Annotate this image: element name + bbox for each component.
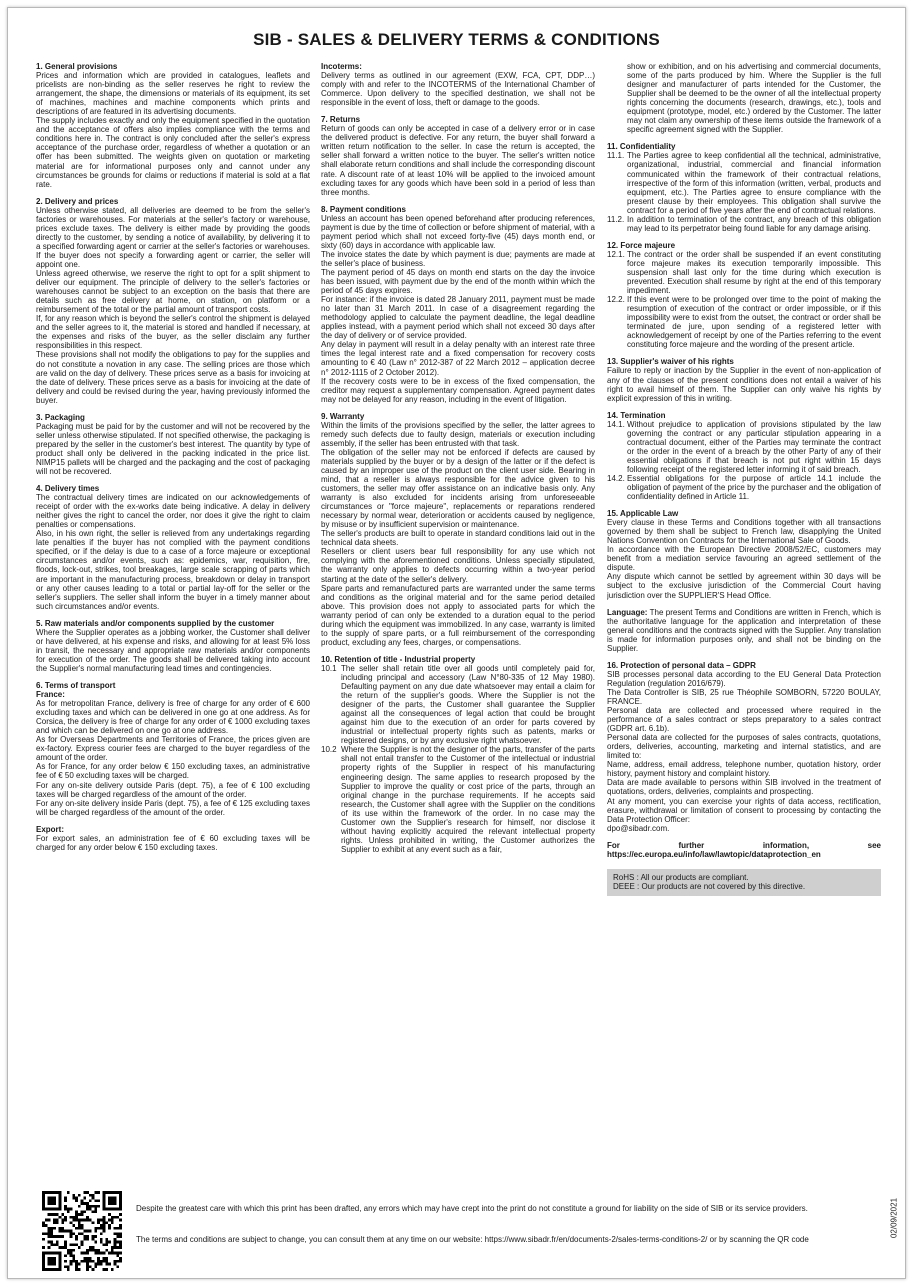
paragraph: Return of goods can only be accepted in case of a delivery error or in case the delivered product is defective. For any return, the buyer shall forward a written return notification to the seller. In case the return is accepted, the seller shall forward a written notice to the buyer. The seller's written notice shall elaborate return conditions and shall include the corresponding discount rate. A discount rate of at least 10% will be applied to the invoiced amount excluding taxes for any goods which have been sold in a period of less than three months. bbox=[321, 124, 595, 197]
column-left bbox=[36, 62, 310, 1164]
clause-text: If this event were to be prolonged over time to the point of making the resumption of execution of the contract or order impossible, or if this impossibility were to exist from the outset, the contract or order shall be terminated de jure, upon sending of a registered letter with acknowledgement of receipt by one of the Parties referring to the event constituting force majeure and the wording of the present article. bbox=[627, 295, 881, 350]
paragraph: As for Overseas Departments and Territories of France, the prices given are ex-factory. Express courier fees are charged to the buyer regardless of the amount of the order. bbox=[36, 735, 310, 763]
paragraph: If, for any reason which is beyond the seller's control the shipment is delayed and the seller agrees to it, the material is stored and handled if necessary, at the expenses and risks of the buyer, as the seller disclaim any further responsibilities in this respect. bbox=[36, 314, 310, 351]
deee-line: DEEE : Our products are not covered by this directive. bbox=[613, 882, 806, 892]
paragraph: Any delay in payment will result in a delay penalty with an interest rate three times the legal interest rate and a fixed compensation for recovery costs amounting to € 40 (Law n° 2012-387 of 22 March 2012 – application decree n° 2012-1115 of 2 October 2012). bbox=[321, 340, 595, 377]
section-heading: 11. Confidentiality bbox=[607, 142, 676, 152]
paragraph: SIB processes personal data according to the EU General Data Protection Regulation (regulation 2016/679). bbox=[607, 669, 881, 688]
paragraph: The Data Controller is SIB, 25 rue Théophile SOMBORN, 57220 BOULAY, FRANCE. bbox=[607, 687, 881, 706]
paragraph: At any moment, you can exercise your rights of data access, rectification, erasure, withdrawal or limitation of consent to processing by contacting the Data Protection Officer: bbox=[607, 796, 881, 824]
paragraph: show or exhibition, and on his advertising and commercial documents, some of the parts produced by him. Where the Supplier is the full designer and manufacturer of parts intended for the Customer, the Supplier shall be deemed to be the owner of all the intellectual property rights concerning the documents (research, drawings, etc.), tools and equipment (prototype, model, etc.) ordered by the Customer. The latter may not claim any ownership of these items outside the framework of a specific agreement signed with the Supplier. bbox=[627, 62, 881, 135]
clause-item bbox=[607, 295, 881, 349]
paragraph: dpo@sibadr.com. bbox=[607, 823, 670, 833]
paragraph: These provisions shall not modify the obligations to pay for the supplies and do not constitute a novation in any case. The selling prices are those which are valid on the day of delivery. These prices serve as a basis for invoicing at the date of delivery. These prices serve as a basis for invoicing at the date of delivery and could be revised during the year, having previously informed the buyer. bbox=[36, 350, 310, 405]
section bbox=[321, 412, 595, 647]
section bbox=[36, 197, 310, 405]
lead-label: Language: bbox=[607, 607, 648, 617]
paragraph: Prices and information which are provided in catalogues, leaflets and pricelists are non-binding as the seller reserves he right to review the arrangement, the shape, the dimensions or materials of its equipment, its set of machines, machines and machine components which prints and descriptions of are featured in its advertising documents. bbox=[36, 71, 310, 117]
section bbox=[607, 142, 881, 232]
section-heading: 12. Force majeure bbox=[607, 240, 676, 250]
section-heading: 5. Raw materials and/or components supplied by the customer bbox=[36, 618, 275, 628]
section-heading: 6. Terms of transport bbox=[36, 681, 116, 690]
section bbox=[36, 825, 310, 852]
paragraph: Spare parts and remanufactured parts are warranted under the same terms and conditions as the original material and for the same period detailed above. This provision does not apply to associated parts for which the warranty period of can only be extended to a duration equal to the period during which the equipment was immobilized. In any case, warranty is limited to the supply of spare parts, or a full reimbursement of the corresponding product, excluding any fees, charges, or compensations. bbox=[321, 583, 595, 647]
section-heading: 9. Warranty bbox=[321, 411, 365, 421]
section bbox=[36, 413, 310, 476]
clause-number: 11.2. bbox=[607, 214, 625, 224]
column-right bbox=[607, 62, 881, 1174]
lead-text: The present Terms and Conditions are written in French, which is the authoritative language for the application and interpretation of these general conditions and the contracts signed with the Supplier. Any translation is made for information purposes only, and shall not be binding on the Supplier. bbox=[607, 607, 881, 653]
section bbox=[607, 357, 881, 402]
clause-text: Without prejudice to application of provisions stipulated by the law governing the contract or any particular stipulation appearing in a contractual document, either of the Parties may terminate the contract or the order in the event of a breach by the other Party of any of their essential obligations if that breach is not put right within 15 days following receipt of the registered letter informing it of said breach. bbox=[627, 419, 881, 474]
section-heading: 13. Supplier's waiver of his rights bbox=[607, 357, 734, 367]
clause-list bbox=[607, 420, 881, 501]
clause-item bbox=[607, 420, 881, 474]
lead-label: For further information, see https://ec.europa.eu/info/law/lawtopic/dataprotection_en bbox=[607, 840, 881, 859]
clause-list bbox=[607, 151, 881, 232]
section bbox=[607, 841, 881, 859]
paragraph: For any on-site delivery outside Paris (dept. 75), a fee of € 100 excluding taxes will be charged regardless of the amount of the order. bbox=[36, 780, 310, 799]
clause-item bbox=[607, 215, 881, 233]
section bbox=[321, 655, 595, 854]
clause-text: Essential obligations for the purpose of article 14.1 include the obligation of payment of the price by the purchaser and the obligation of confidentiality defined in Article 11. bbox=[627, 473, 881, 502]
clause-text: The seller shall retain title over all goods until completely paid for, including principal and accessory (Law N°80-335 of 12 May 1980). Defaulting payment on any due date whatsoever may entail a claim for the return of the supplier's goods. Where the Supplier is not the designer of the parts, the Customer shall guarantee the Supplier against all the consequences of legal action that could be brought against him due to the execution of an order for parts covered by industrial or intellectual property rights such as patents, marks or registered designs, or by any exclusive right whatsoever. bbox=[341, 663, 595, 746]
clause-list bbox=[607, 250, 881, 350]
paragraph: Failure to reply or inaction by the Supplier in the event of non-application of any of the clauses of the present conditions does not entail a waiver of his right to avail himself of them. The Supplier can only waive his rights by explicit expression of this in writing. bbox=[607, 366, 881, 403]
clause-text: The Parties agree to keep confidential all the technical, administrative, organizational, industrial, commercial and financial information communicated within the framework of their contractual relations, irrespective of the form of this information (written, verbal, products and equipment, etc.). The Parties agree to ensure compliance with the present clause by their employees. This obligation shall survive the contract for a period of five years after the end of contractual relations. bbox=[627, 151, 881, 215]
paragraph: Unless agreed otherwise, we reserve the right to opt for a split shipment to deliver our equipment. The principle of delivery to the seller's factories or warehouses cannot be subject to an exception on the basis that there are details such as free delivery at home, on station, on platform or a reimbursement of the total or the partial amount of transport costs. bbox=[36, 269, 310, 315]
paragraph: Every clause in these Terms and Conditions together with all transactions governed by them shall be subject to French law, disapplying the United Nations Convention on Contracts for the International Sale of Goods. bbox=[607, 518, 881, 546]
section bbox=[321, 205, 595, 404]
section-heading: Export: bbox=[36, 824, 64, 834]
section bbox=[607, 509, 881, 599]
document-title: SIB - SALES & DELIVERY TERMS & CONDITIONS bbox=[253, 30, 660, 49]
section-heading: 15. Applicable Law bbox=[607, 509, 679, 519]
lead-paragraph bbox=[607, 608, 881, 653]
paragraph: As for France, for any order below € 150 excluding taxes, an administrative fee of € 50 excluding taxes will be charged. bbox=[36, 762, 310, 781]
rohs-line: RoHS : All our products are compliant. bbox=[613, 872, 749, 882]
section bbox=[607, 661, 881, 833]
paragraph: Delivery terms as outlined in our agreement (EXW, FCA, CPT, DDP…) comply with and refer to the INCOTERMS of the International Chamber of Commerce. Upon delivery to the specified destination, we shall not be responsible in the event of loss, theft or damage to the goods. bbox=[321, 71, 595, 108]
section bbox=[321, 62, 595, 107]
section bbox=[36, 484, 310, 611]
section-heading: 2. Delivery and prices bbox=[36, 196, 119, 206]
clause-number: 11.1. bbox=[607, 151, 625, 161]
clause-item bbox=[607, 151, 881, 214]
clause-number: 10.2 bbox=[321, 745, 337, 755]
footer-disclaimer: Despite the greatest care with which this print has been drafted, any errors which may have crept into the print do not constitute a ground for liability on the side of SIB or its service providers. bbox=[136, 1204, 808, 1213]
terms-sheet bbox=[7, 7, 906, 1279]
paragraph: Personal data are collected for the purposes of sales contracts, quotations, orders, deliveries, accounting, marketing and internal statistics, and are limited to: bbox=[607, 733, 881, 761]
section bbox=[607, 411, 881, 501]
section-subheading: France: bbox=[36, 690, 65, 700]
section-heading: 10. Retention of title - Industrial property bbox=[321, 654, 476, 664]
date-code bbox=[887, 1183, 901, 1253]
clause-number: 12.2. bbox=[607, 295, 625, 305]
paragraph: For any on-site delivery inside Paris (dept. 75), a fee of € 125 excluding taxes will be charged regardless of the amount of the order. bbox=[36, 798, 310, 817]
column-middle bbox=[321, 62, 595, 1184]
section bbox=[36, 681, 310, 817]
clause-number: 10.1 bbox=[321, 663, 337, 673]
clause-item bbox=[607, 474, 881, 501]
paragraph: For export sales, an administration fee of € 60 excluding taxes will be charged for any order below € 150 excluding taxes. bbox=[36, 833, 310, 852]
section bbox=[607, 608, 881, 653]
paragraph: Any dispute which cannot be settled by agreement within 30 days will be subject to the exclusive jurisdiction of the Commercial Court having jurisdiction over the SUPPLIER'S Head Office. bbox=[607, 572, 881, 600]
paragraph: If the recovery costs were to be in excess of the fixed compensation, the creditor may request a supplementary compensation. Agreed payment dates may not be delayed for any reason, including in the event of litigation. bbox=[321, 376, 595, 404]
paragraph: Where the Supplier operates as a jobbing worker, the Customer shall deliver or have delivered, at his expense and risks, and allowing for at least 5% loss in transit, the necessary and appropriate raw materials and/or components for execution of the order. The goods shall be delivered taking into account the Supplier's normal manufacturing lead times and contingencies. bbox=[36, 627, 310, 673]
column-right-body bbox=[607, 62, 881, 859]
footer bbox=[8, 1186, 905, 1278]
section-heading: 7. Returns bbox=[321, 115, 361, 125]
clause-list bbox=[321, 664, 595, 854]
paragraph: Unless an account has been opened beforehand after producing references, payment is due by the time of collection or before shipment of material, with a payment period which shall not exceed forty-five (45) days month end, or sixty (60) days in accordance with applicable law. bbox=[321, 213, 595, 250]
paragraph: Personal data are collected and processed where required in the performance of a sales contract or steps preparatory to a sales contract (GDPR art. 6.1b). bbox=[607, 706, 881, 734]
clause-text: The contract or the order shall be suspended if an event constituting force majeure makes its execution temporarily impossible. This suspension shall last only for the time during which execution is prevented. Execution shall resume by right at the end of this temporary impediment. bbox=[627, 249, 881, 296]
clause-number: 14.2. bbox=[607, 473, 625, 483]
section-heading: Incoterms: bbox=[321, 62, 362, 71]
section-heading: 16. Protection of personal data – GDPR bbox=[607, 660, 756, 670]
clause-item bbox=[607, 250, 881, 295]
section-heading: 8. Payment conditions bbox=[321, 204, 406, 214]
lead-paragraph bbox=[607, 841, 881, 859]
section bbox=[36, 62, 310, 189]
paragraph: The supply includes exactly and only the equipment specified in the quotation and the acceptance of offers also implies compliance with the terms and conditions here in. The contract is only concluded after the seller's express acceptance of the purchase order, regardless of whether a quotation or an offer has been submitted. The weights given on quotation or marketing material are for informational purposes only and cannot under any circumstances be grounds for claims or reductions if material is sold at a flat rate. bbox=[36, 116, 310, 189]
section bbox=[36, 619, 310, 673]
section-heading: 3. Packaging bbox=[36, 412, 85, 422]
section-heading: 1. General provisions bbox=[36, 62, 118, 71]
paragraph: Within the limits of the provisions specified by the seller, the latter agrees to remedy such defects due to faulty design, materials or execution including assembly, if the seller has been entrusted with that task. bbox=[321, 420, 595, 448]
paragraph: As for metropolitan France, delivery is free of charge for any order of € 600 excluding taxes and which can be delivered in one go at one address. As for Corsica, the delivery is free of charge for any order of € 1000 excluding taxes and which can be delivered on one go at one address. bbox=[36, 699, 310, 736]
paragraph: For instance: if the invoice is dated 28 January 2011, payment must be made no later than 31 March 2011. In case of a disagreement regarding the methodology applied to calculate the payment deadline, the legal deadline applies instead, with a payment period which shall not exceed 30 days after the day of delivery or of service provided. bbox=[321, 295, 595, 341]
clause-item bbox=[321, 664, 595, 745]
section-heading: 14. Termination bbox=[607, 410, 666, 420]
clause-text: In addition to termination of the contract, any breach of this obligation may lead to its perpetrator being found liable for any damage arising. bbox=[627, 214, 881, 233]
paragraph: The seller's products are built to operate in standard conditions laid out in the technical data sheets. bbox=[321, 529, 595, 548]
paragraph: Name, address, email address, telephone number, quotation history, order history, payment history and complaint history. bbox=[607, 760, 881, 779]
paragraph: Data are made available to persons within SIB involved in the treatment of quotations, orders, deliveries, complaints and prospecting. bbox=[607, 778, 881, 797]
paragraph: The payment period of 45 days on month end starts on the day the invoice has been issued, with payment due by the end of the month within which the period of 45 days expires. bbox=[321, 267, 595, 296]
paragraph: Also, in his own right, the seller is relieved from any undertakings regarding late penalties if the buyer has not complied with the payment conditions specified, or if the delay is due to a case of a force majeure or exceptional circumstances and/or events, such as: epidemics, war, requisition, fire, floods, lock-out, strikes, tool breakages, large scale scrapping of parts which are important in the manufacturing process, breakdown or delay in transport or any other causes leading to a total or partial lay-off for the seller or the seller's suppliers. The seller shall inform the buyer in a timely manner about such circumstances and/or events. bbox=[36, 529, 310, 611]
section bbox=[607, 241, 881, 350]
rohs-deee-box bbox=[607, 869, 881, 896]
clause-item bbox=[321, 745, 595, 854]
paragraph: The invoice states the date by which payment is due; payments are made at the seller's place of business. bbox=[321, 249, 595, 268]
paragraph: Resellers or client users bear full responsibility for any use which not complying with the aforementioned conditions. Unless specially stipulated, the warranty only applies to defects occurring within a two-year period starting at the date of the seller's delivery. bbox=[321, 547, 595, 584]
clause-number: 14.1. bbox=[607, 419, 625, 429]
qr-code-icon[interactable] bbox=[42, 1191, 122, 1271]
clause-text: Where the Supplier is not the designer of the parts, transfer of the parts shall not entail transfer to the Customer of the intellectual or industrial property rights of the Supplier in respect of his manufacturing engineering design. The same applies to research proposed by the Supplier to improve the quality or cost price of the parts, through an original change in the purchase requirements. If he accepts said research, the Customer shall agree with the Supplier on the conditions of its use within the framework of the order. In no case may the Customer own the Supplier's research for himself, nor disclose it without having explicitly acquired the relevant intellectual property rights. Unless prohibited in writing, the Customer authorizes the Supplier to exhibit at any event such as a fair, bbox=[341, 745, 595, 854]
section bbox=[607, 62, 881, 134]
paragraph: The obligation of the seller may not be enforced if defects are caused by materials supplied by the buyer or by a design of the latter or if the defect is caused by an improper use of the product on the client user side. Bearing in mind, that a reseller is always responsible for the advice given to his customers, the seller may offer assistance on an indicative basis only. Any warranty is also excluded for incidents arising from unforeseeable circumstances or "force majeure", replacements or reparations rendered necessary by normal wear, deterioration or accidents caused by negligence, by misuse or by insufficient supervision or maintenance. bbox=[321, 447, 595, 530]
paragraph: In accordance with the European Directive 2008/52/EC, customers may benefit from a mediation service favouring an agreed settlement of the dispute. bbox=[607, 545, 881, 573]
footer-change-note: The terms and conditions are subject to change, you can consult them at any time on our website: https://www.sibadr.fr/en/documents-2/sales-terms-conditions-2/ or by scanning the QR code bbox=[136, 1235, 809, 1244]
section-heading: 4. Delivery times bbox=[36, 484, 100, 494]
paragraph: The contractual delivery times are indicated on our acknowledgements of receipt of order with the ex-works date being indicative. A delay in delivery neither gives the right to cancel the order, nor does it give the right to claim penalties or compensations. bbox=[36, 493, 310, 530]
paragraph: Unless otherwise stated, all deliveries are deemed to be from the seller's factories or warehouses. For materials at the seller's factory or warehouse, prices exclude taxes. The delivery is either made by providing the goods directly to the customer, by sending a notice of availability, by delivering it to a specified forwarding agent or carrier at the seller's factories or warehouses. If the buyer does not specify a forwarding agent or carrier, the seller will appoint one. bbox=[36, 205, 310, 269]
date-code-text: 02/09/2021 bbox=[889, 1197, 899, 1239]
clause-number: 12.1. bbox=[607, 249, 625, 259]
paragraph: Packaging must be paid for by the customer and will not be recovered by the seller unless otherwise stipulated. If not specified otherwise, the packaging is prepared by the seller in the customer's best interest. The quantity by type of product shall only be delivered in the packing indicated in the price list. NIMP15 pallets will be charged and the packaging and the cost of packaging will not be recovered. bbox=[36, 421, 310, 477]
section bbox=[321, 115, 595, 196]
